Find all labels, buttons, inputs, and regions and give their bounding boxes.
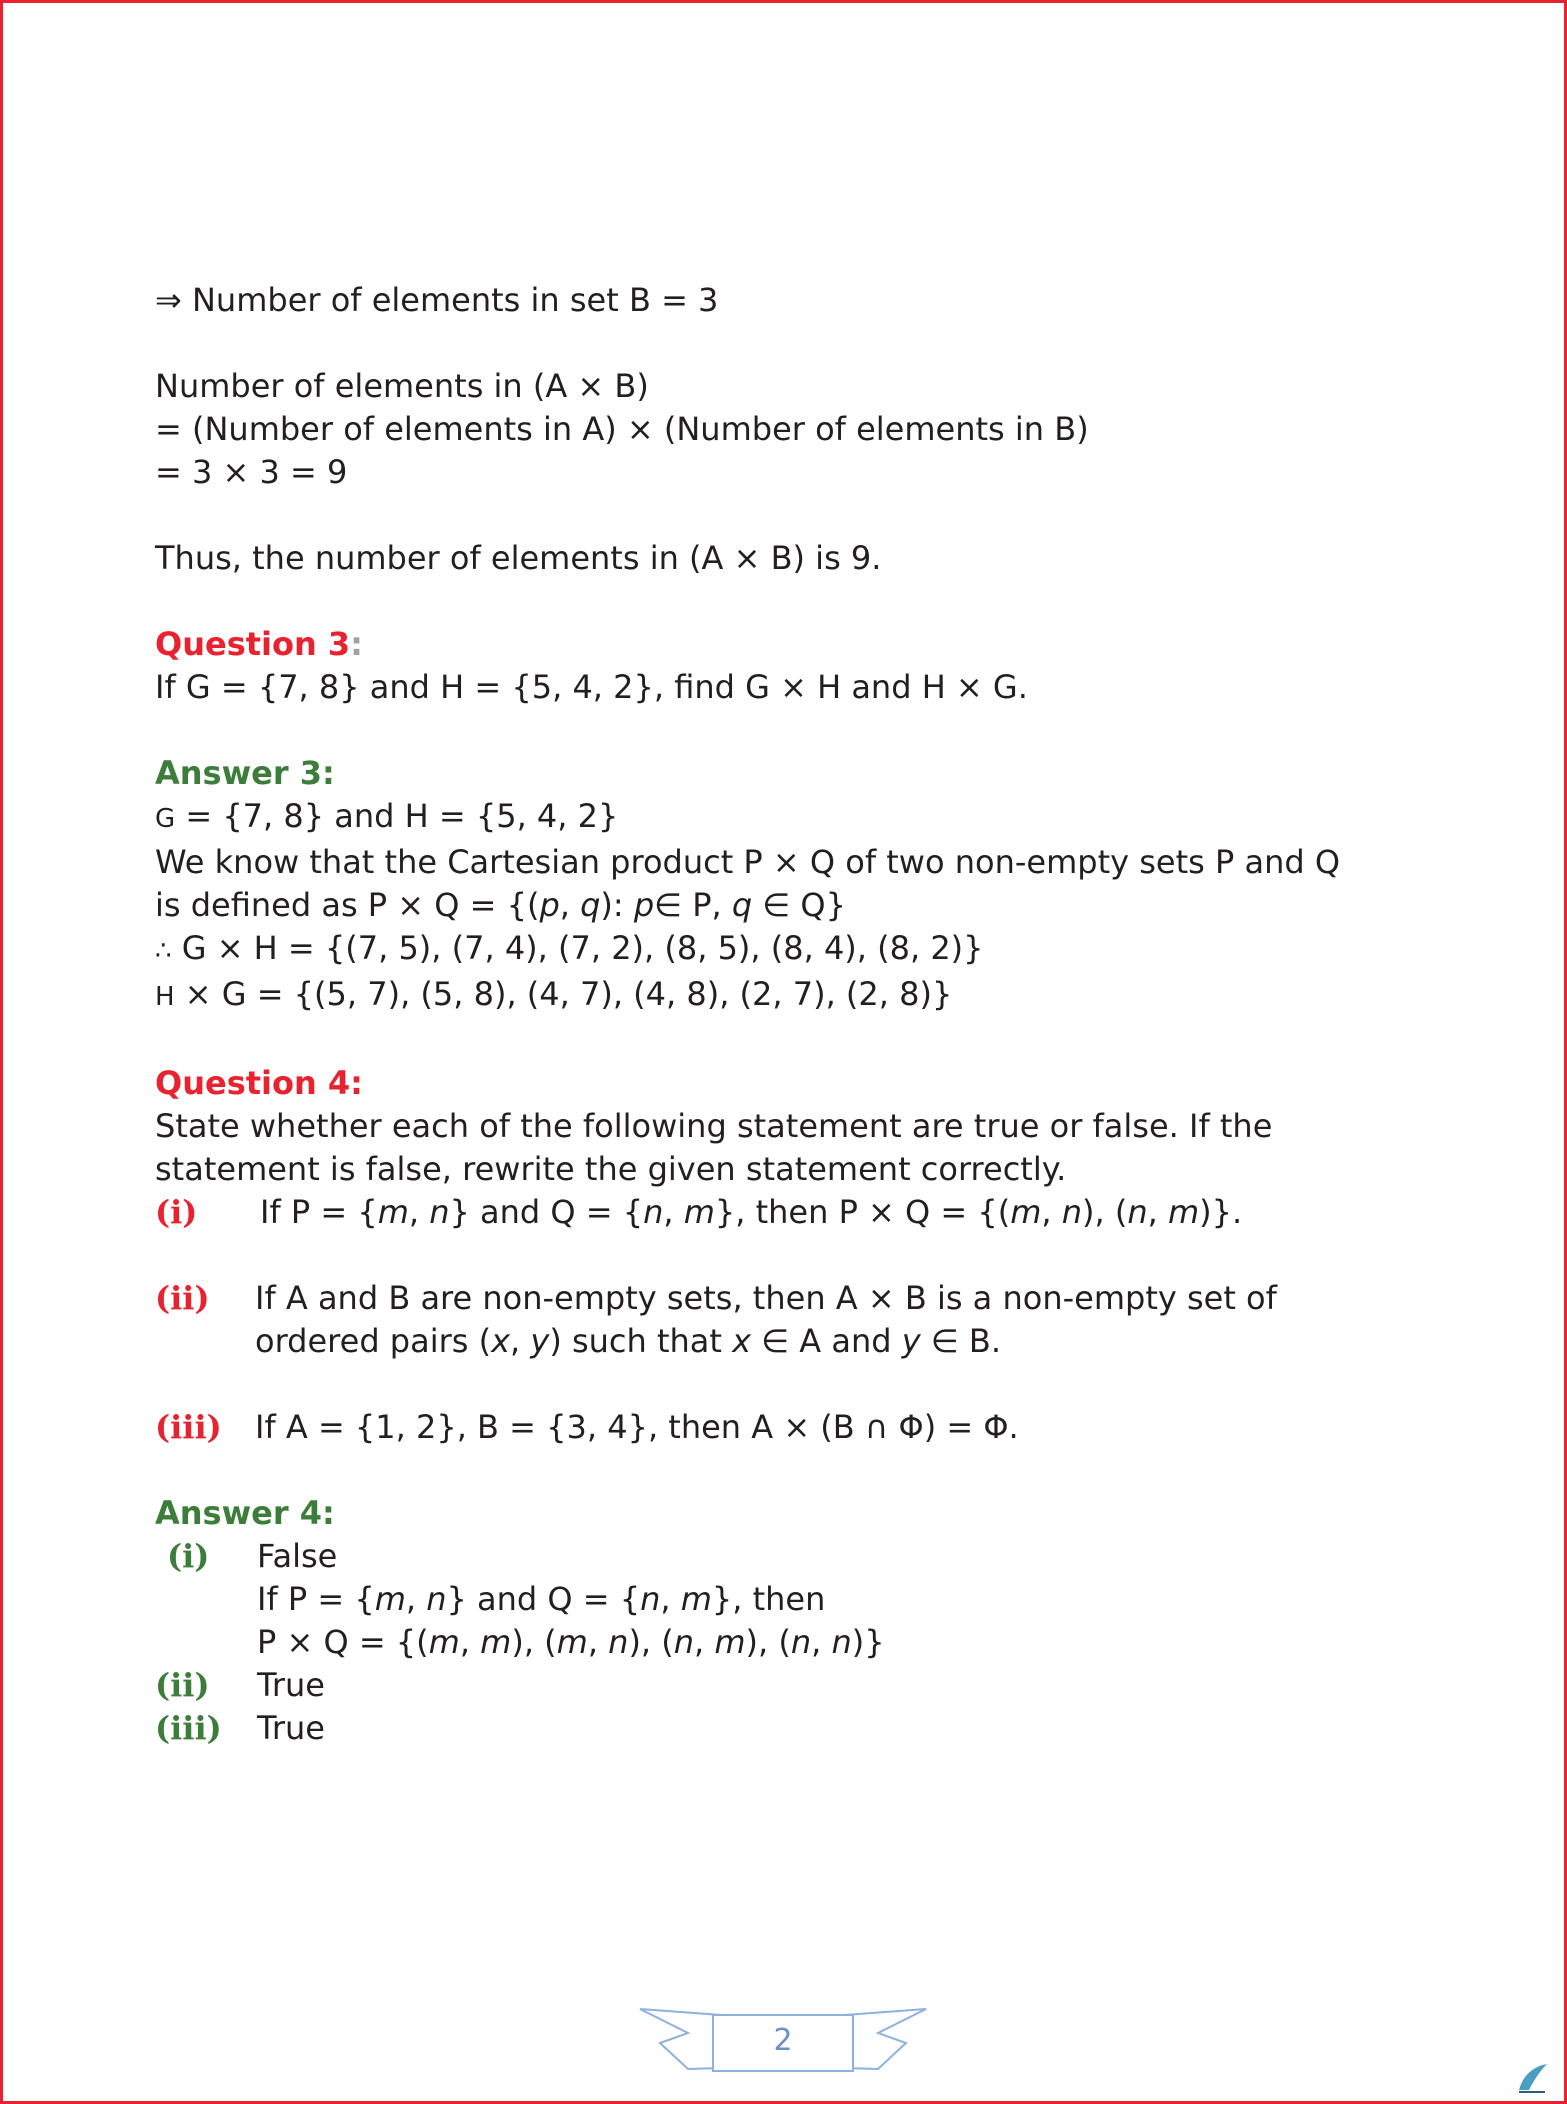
item-text: If P = {m, n} and Q = {n, m}, then P × Q = {(m, n), (n, m)}. [260,1193,1243,1231]
answer-4-item-i-line-2: If P = {m, n} and Q = {n, m}, then [257,1580,826,1618]
answer-4-item-iii [155,1707,1415,1750]
question-4-line-2: statement is false, rewrite the given statement correctly. [155,1150,1067,1188]
intro-line-3: = (Number of elements in A) × (Number of elements in B) [155,410,1089,448]
question-3-heading [155,623,1415,666]
answer-4-item-ii [155,1664,1415,1707]
intro-line-5: Thus, the number of elements in (A × B) is 9. [155,539,882,577]
item-text: True [257,1709,325,1747]
item-label: (i) [167,1537,210,1575]
question-4-item-iii [155,1406,1415,1449]
question-3-text: If G = {7, 8} and H = {5, 4, 2}, find G × H and H × G. [155,668,1028,706]
question-4-heading: Question 4: [155,1064,363,1102]
item-text: False [257,1537,338,1575]
question-4-item-i [155,1191,1415,1234]
publisher-logo-icon [1515,2060,1551,2096]
item-text: If A = {1, 2}, B = {3, 4}, then A × (B ∩ Φ) = Φ. [255,1408,1019,1446]
item-text: If A and B are non-empty sets, then A × B is a non-empty set of [255,1279,1277,1317]
item-label: (i) [155,1193,198,1231]
answer-3-heading: Answer 3: [155,754,335,792]
question-3-title: Question 3 [155,625,351,663]
page-content [155,279,1415,1750]
answer-3-line-5: H × G = {(5, 7), (5, 8), (4, 7), (4, 8), (2, 7), (2, 8)} [155,975,953,1013]
question-4-line-1: State whether each of the following statement are true or false. If the [155,1107,1273,1145]
answer-3-line-3: is defined as P × Q = {(p, q): p∈ P, q ∈ Q} [155,886,846,924]
item-text: True [257,1666,325,1704]
item-label: (ii) [155,1279,210,1317]
answer-4-heading: Answer 4: [155,1494,335,1532]
question-4-item-ii-continued: ordered pairs (x, y) such that x ∈ A and y ∈ B. [255,1322,1001,1360]
item-label: (ii) [155,1666,210,1704]
answer-4-item-i-line-3: P × Q = {(m, m), (m, n), (n, m), (n, n)} [257,1623,885,1661]
question-3-colon: : [350,625,363,663]
item-label: (iii) [155,1709,222,1747]
page-number: 2 [773,2023,793,2058]
answer-3-line-2: We know that the Cartesian product P × Q of two non-empty sets P and Q [155,843,1341,881]
intro-line-1: ⇒ Number of elements in set B = 3 [155,281,719,319]
intro-line-4: = 3 × 3 = 9 [155,453,348,491]
answer-3-line-1: G = {7, 8} and H = {5, 4, 2} [155,797,619,835]
item-label: (iii) [155,1408,222,1446]
answer-4-item-i [155,1535,1415,1578]
intro-line-2: Number of elements in (A × B) [155,367,649,405]
question-4-item-ii [155,1277,1415,1320]
answer-3-line-4: ∴ G × H = {(7, 5), (7, 4), (7, 2), (8, 5), (8, 4), (8, 2)} [155,929,984,967]
